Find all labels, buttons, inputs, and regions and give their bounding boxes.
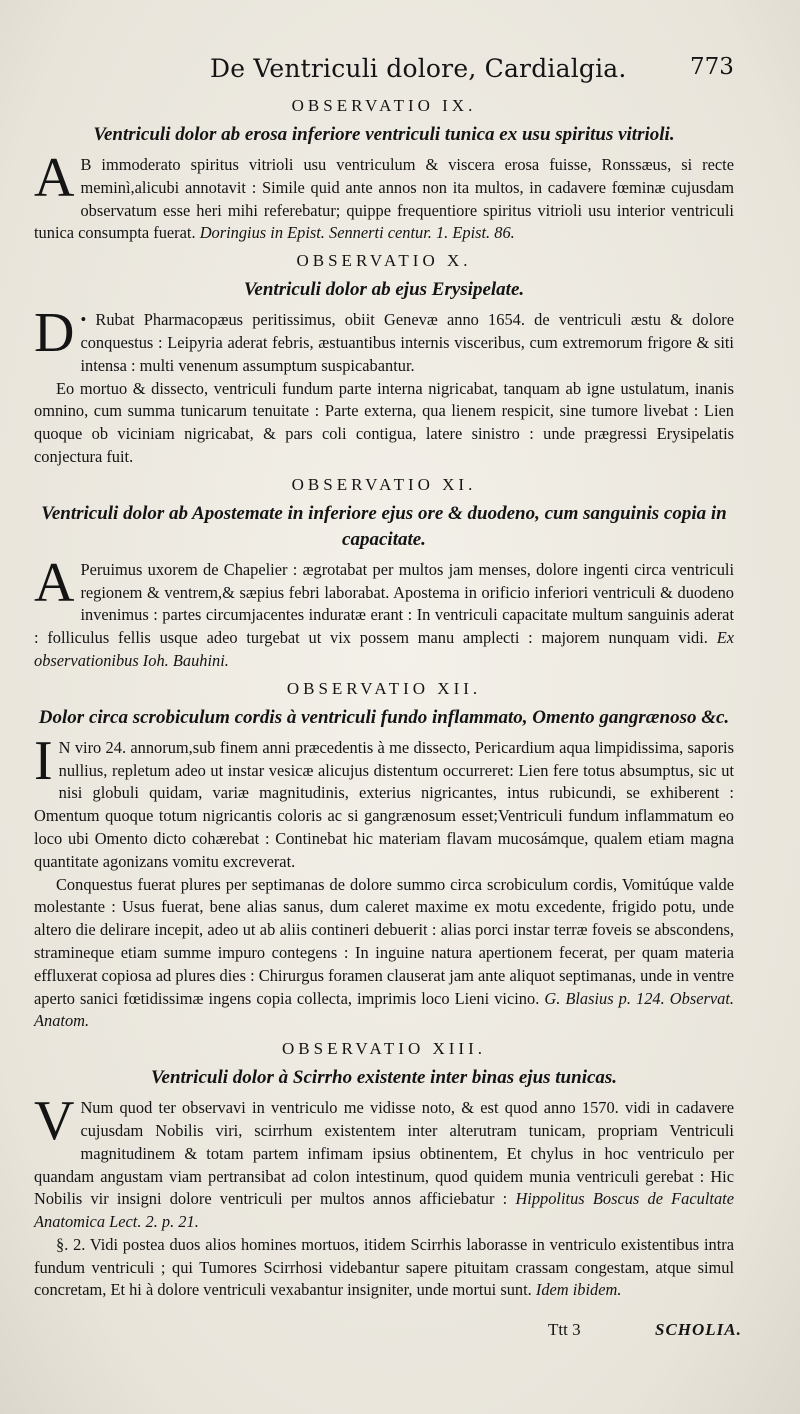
paragraph (34, 874, 734, 1034)
observation-section (34, 94, 734, 245)
observation-title: Ventriculi dolor ab Apostemate in inferiore ejus ore & duodeno, cum sanguinis copia in capacitate. (41, 502, 727, 550)
observation-title: Dolor circa scrobiculum cordis à ventriculi fundo inflammato, Omento gangrænoso &c. (38, 706, 730, 728)
paragraph (34, 1234, 734, 1302)
paragraph-text: §. 2. Vidi postea duos alios homines mortuos, itidem Scirrhis laborasse in ventriculo existentibus intra fundum ventriculi ; qui Tumores Scirrhosi videbantur sapere pituitam crassam congestam, atque simul concretam, Et hi à dolore ventriculi vexabantur insigniter, unde mortui sunt. (34, 1234, 734, 1300)
citation: Doringius in Epist. Sennerti centur. 1. Epist. 86. (199, 223, 515, 243)
paragraph (34, 302, 734, 377)
citation: Ex observationibus Ioh. Bauhini. (34, 628, 734, 670)
paragraph-text: Num quod ter observavi in ventriculo me vidisse noto, & est quod anno 1570. vidi in cadavere cujusdam Nobilis viri, scirrhum existentem inter alterutram tunicam, propriam Ventriculi magnitudinem & totam partem infimam ipsius obtinentem, Et chylus in hoc ventriculo per quandam angustam viam pertransibat ad colon intestinum, quod quidem munia ventriculi gerebat : Hic Nobilis vir insigni dolore ventriculi per multos annos afficiebatur : (34, 1098, 734, 1209)
observation-section (34, 1037, 734, 1302)
observation-title: Ventriculi dolor ab erosa inferiore ventriculi tunica ex usu spiritus vitrioli. (93, 124, 675, 145)
paragraph (34, 378, 734, 469)
observation-section (34, 677, 734, 1033)
observation-section (34, 473, 734, 673)
citation: Hippolitus Boscus de Facultate Anatomica Lect. 2. p. 21. (34, 1189, 734, 1232)
observation-heading: OBSERVATIO X. (296, 251, 472, 271)
page-body (34, 90, 734, 1302)
drop-cap: A (34, 147, 75, 209)
drop-cap: I (34, 729, 53, 792)
citation: Idem ibidem. (535, 1280, 622, 1300)
citation: G. Blasius p. 124. Observat. Anatom. (34, 988, 734, 1031)
paragraph (34, 551, 734, 673)
observation-heading: OBSERVATIO XI. (291, 474, 477, 494)
drop-cap: A (34, 551, 75, 614)
observation-title: Ventriculi dolor ab ejus Erysipelate. (243, 279, 525, 301)
paragraph (34, 729, 734, 874)
observation-title: Ventriculi dolor à Scirrho existente inter binas ejus tunicas. (150, 1067, 618, 1089)
catchword: SCHOLIA. (655, 1320, 742, 1339)
page-header (0, 50, 800, 90)
running-title: De Ventriculi dolore, Cardialgia. (210, 54, 627, 83)
paragraph (34, 147, 734, 245)
observation-heading: OBSERVATIO XIII. (282, 1039, 486, 1059)
page-footer (0, 1320, 800, 1350)
page-number: 773 (690, 54, 734, 80)
paragraph-text: Peruimus uxorem de Chapelier : ægrotabat per multos jam menses, dolore ingenti circa ventriculi regionem & ventrem,& sæpius febri laborabat. Apostema in orificio inferiori ventriculi & duodeno invenimus : partes circumjacentes induratæ erant : In ventriculi capacitate multum sanguinis aderat : folliculus fellis usque adeo turgebat ut vix possem manu amplecti : majorem nunquam vidi. (34, 559, 734, 648)
observation-heading: OBSERVATIO IX. (291, 96, 477, 115)
drop-cap: D (34, 302, 75, 365)
paragraph-text: Eo mortuo & dissecto, ventriculi fundum parte interna nigricabat, tanquam ab igne ustulatum, inanis omnino, cum summa tunicarum tenuitate : Parte externa, qua lienem respicit, sine tumore livebat : Lien quoque ob viciniam nigricabat, & pars coli contigua, latere sinistro : unde prægressi Erysipelatis conjectura fuit. (34, 378, 734, 466)
signature-mark: Ttt 3 (548, 1320, 581, 1339)
observation-section (34, 249, 734, 469)
observation-heading: OBSERVATIO XII. (286, 678, 482, 698)
paragraph-text: N viro 24. annorum,sub finem anni præcedentis à me dissecto, Pericardium aqua limpidissima, saporis nullius, repletum adeo ut instar vesicæ alicujus distentum occurreret: Lien fere totus absumptus, sic ut nisi globuli quidam, variæ magnitudinis, exterius nigricantes, intus rubicundi, se exhiberent : Omentum quoque totum nigricantis coloris ac si gangrænosum esset;Ventriculi fundum inflammatum eo loco ubi Omento dicto cohærebat : Continebat hic materiam flavam mucosámque, qualem etiam magna quantitate agonizans vomitu excreverat. (34, 737, 734, 871)
drop-cap: V (34, 1090, 75, 1153)
paragraph-text: Conquestus fuerat plures per septimanas de dolore summo circa scrobiculum cordis, Vomitúque valde molestante : Usus fuerat, bene alias sanus, dum caleret maxime ex motu excedente, frigido potu, unde altero die delirare incepit, adeo ut ab aliis contineri debuerit : alias porci instar terræ foveis se abscondens, stramineque etiam summe impuro contegens : In inguine natura apertionem fecerat, per quam materia effluxerat copiosa ad plures dies : Chirurgus foramen clauserat jam ante aliquot septimanas, unde in ventre aperto sanici fœtidissimæ ingens copia collecta, imprimis loco Lieni vicino. (34, 874, 734, 1008)
paragraph-text: • Rubat Pharmacopæus peritissimus, obiit Genevæ anno 1654. de ventriculi æstu & dolore conquestus : Leipyria aderat febris, æstuantibus internis visceribus, cum extremorum frigore & siti intensa : multi venenum assumptum suspicabantur. (80, 310, 734, 375)
paragraph-text: B immoderato spiritus vitrioli usu ventriculum & viscera erosa fuisse, Ronssæus, si recte meminì,alicubi annotavit : Simile quid ante annos non ita multos, in cadavere fœminæ cujusdam observatum esse heri mihi referebatur; quippe frequentiore spiritus vitrioli usu interior ventriculi tunica consumpta fuerat. (34, 155, 734, 243)
paragraph (34, 1090, 734, 1234)
